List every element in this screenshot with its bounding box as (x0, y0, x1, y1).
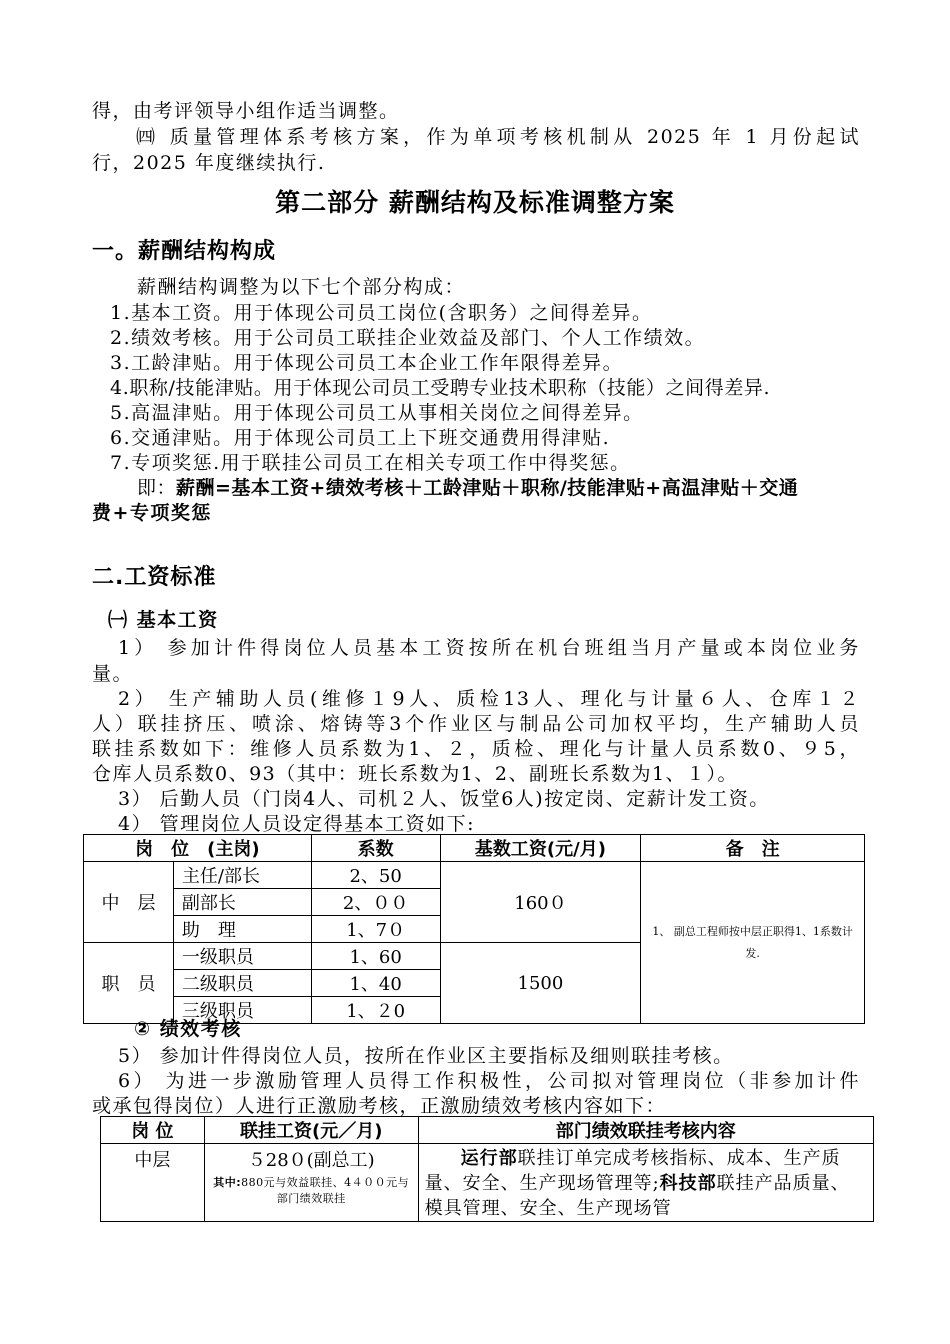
header-base: 基数工资(元/月) (440, 835, 641, 862)
sub-heading: ㈠ 基本工资 (108, 609, 219, 631)
formula-cont: 费+专项奖惩 (92, 502, 212, 524)
wage-note-label: 其中: (213, 1176, 242, 1189)
wage-cell (204, 1144, 418, 1222)
coef-cell: 2、50 (311, 862, 440, 889)
paragraph: 联挂系数如下：维修人员系数为1、２，质检、理化与计量人员系数0、９5， (92, 738, 860, 760)
header-post: 岗 位 (主岗) (84, 835, 312, 862)
formula-prefix: 即： (137, 477, 177, 499)
paragraph: 人）联挂挤压、喷涂、熔铸等3个作业区与制品公司加权平均，生产辅助人员 (92, 713, 860, 735)
post-cell: 二级职员 (173, 970, 311, 997)
text-line: 行，2025 年度继续执行. (92, 152, 326, 174)
coef-cell: 1、40 (311, 970, 440, 997)
coef-cell: 1、60 (311, 943, 440, 970)
salary-table (83, 834, 865, 1024)
group-label: 中 层 (84, 862, 174, 943)
paragraph: 量。 (92, 663, 134, 685)
paragraph: 或承包得岗位）人进行正激励考核，正激励绩效考核内容如下： (92, 1095, 667, 1117)
list-item: 5.高温津贴。用于体现公司员工从事相关岗位之间得差异。 (110, 402, 644, 424)
paragraph: 1） 参加计件得岗位人员基本工资按所在机台班组当月产量或本岗位业务 (118, 637, 860, 659)
list-item: 4.职称/技能津贴。用于体现公司员工受聘专业技术职称（技能）之间得差异. (110, 377, 771, 399)
formula: 薪酬=基本工资+绩效考核＋工龄津贴＋职称/技能津贴+高温津贴＋交通 (176, 477, 799, 499)
header-coef: 系数 (311, 835, 440, 862)
post-cell: 一级职员 (173, 943, 311, 970)
header-post: 岗 位 (101, 1117, 205, 1144)
note-cell: 1、 副总工程师按中层正职得1、1系数计发. (641, 862, 865, 1024)
formula-line (137, 475, 798, 501)
dept-name: 运行部 (460, 1148, 518, 1169)
paragraph: 5） 参加计件得岗位人员，按所在作业区主要指标及细则联挂考核。 (118, 1045, 734, 1067)
text-line: 得，由考评领导小组作适当调整。 (92, 100, 400, 122)
dept-text: 联挂产品质量、模具管理、安全、生产现场管 (424, 1173, 850, 1219)
post-cell: 三级职员 (173, 997, 311, 1024)
paragraph: 2） 生产辅助人员(维修１9人、质检13人、理化与计量６人、仓库１２ (118, 688, 860, 710)
post-cell: 主任/部长 (173, 862, 311, 889)
group-label: 职 员 (84, 943, 174, 1024)
post-cell: 中层 (101, 1144, 205, 1222)
content-cell (418, 1144, 873, 1222)
sub-heading: ② 绩效考核 (134, 1018, 242, 1040)
paragraph: 6） 为进一步激励管理人员得工作积极性，公司拟对管理岗位（非参加计件 (118, 1070, 860, 1092)
dept-name: 科技部 (659, 1173, 717, 1194)
dept-text: 联挂订单完成考核指标、成本、生产质量、安全、生产现场管理等; (424, 1148, 841, 1194)
list-item: 1.基本工资。用于体现公司员工岗位(含职务）之间得差异。 (110, 302, 653, 324)
list-item: 2.绩效考核。用于公司员工联挂企业效益及部门、个人工作绩效。 (110, 327, 706, 349)
post-cell: 助 理 (173, 916, 311, 943)
list-item: 7.专项奖惩.用于联挂公司员工在相关专项工作中得奖惩。 (110, 452, 631, 474)
base-cell: 160０ (440, 862, 641, 943)
list-item: 3.工龄津贴。用于体现公司员工本企业工作年限得差异。 (110, 352, 624, 374)
paragraph: 4） 管理岗位人员设定得基本工资如下: (118, 813, 476, 835)
wage-note-text: 880元与效益联挂、4４００元与部门绩效联挂 (241, 1176, 410, 1205)
paragraph: 薪酬结构调整为以下七个部分构成： (137, 276, 466, 298)
list-item: 6.交通津贴。用于体现公司员工上下班交通费用得津贴. (110, 427, 611, 449)
coef-cell: 2、００ (311, 889, 440, 916)
coef-cell: 1、7０ (311, 916, 440, 943)
coef-cell: 1、２0 (311, 997, 440, 1024)
header-content: 部门绩效联挂考核内容 (418, 1117, 873, 1144)
post-cell: 副部长 (173, 889, 311, 916)
header-wage: 联挂工资(元／月) (204, 1117, 418, 1144)
header-note: 备 注 (641, 835, 865, 862)
part-title: 第二部分 薪酬结构及标准调整方案 (275, 188, 675, 217)
wage-value: ５28０(副总工) (247, 1150, 375, 1171)
text-line: ㈣ 质量管理体系考核方案，作为单项考核机制从 2025 年 1 月份起试 (136, 126, 860, 148)
wage-note (205, 1172, 418, 1207)
base-cell: 1500 (440, 943, 641, 1024)
paragraph: 仓库人员系数0、93（其中：班长系数为1、2、副班长系数为1、１）。 (92, 763, 739, 785)
paragraph: 3） 后勤人员（门岗4人、司机２人、饭堂6人)按定岗、定薪计发工资。 (118, 788, 770, 810)
section-heading: 二.工资标准 (92, 565, 217, 590)
performance-table (100, 1116, 874, 1222)
section-heading: 一。薪酬结构构成 (92, 239, 277, 264)
